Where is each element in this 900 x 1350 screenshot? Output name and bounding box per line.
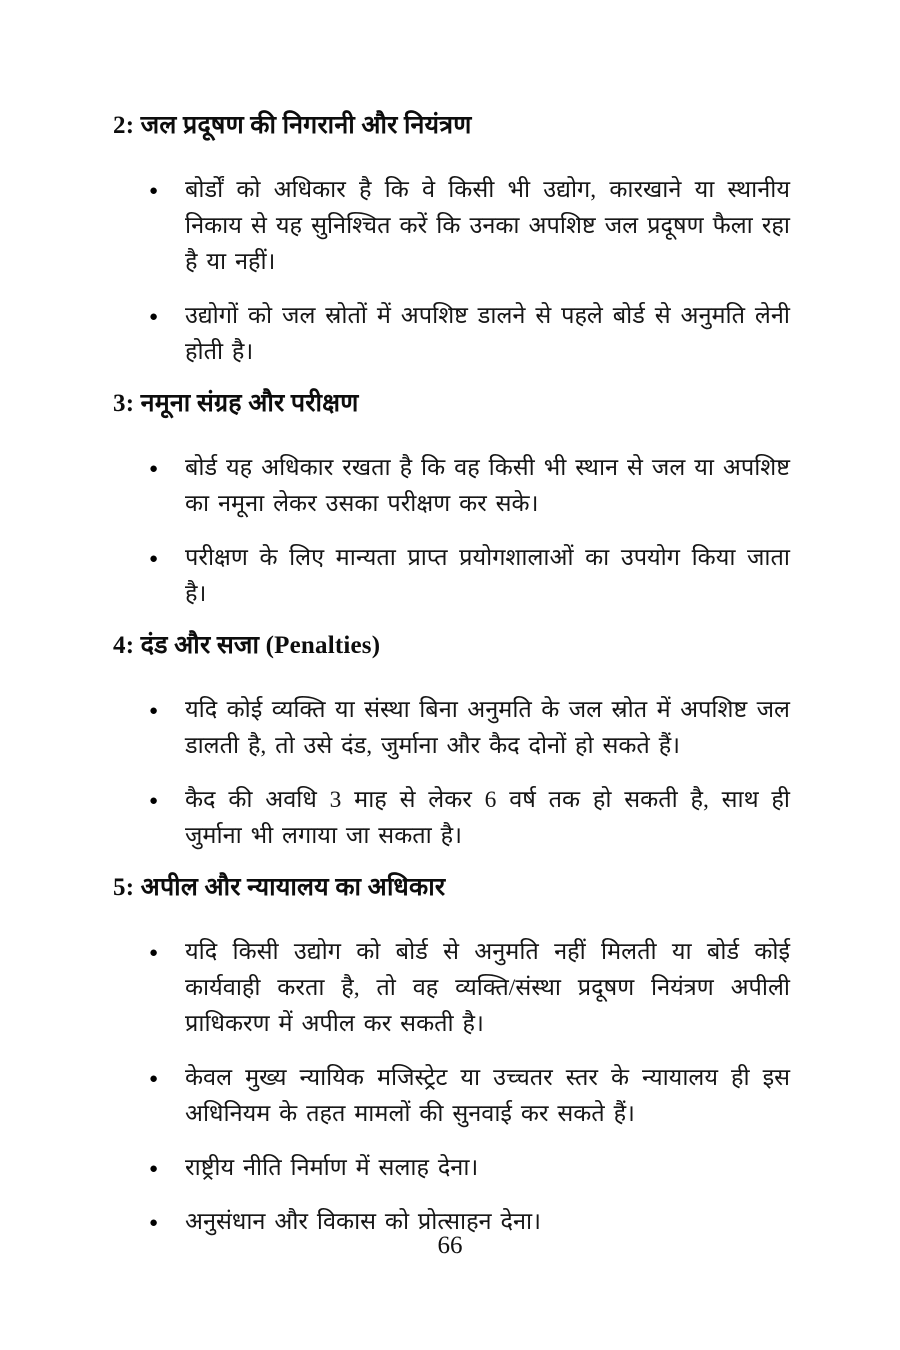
bullet-icon: ● xyxy=(149,461,159,477)
section-sample-collection-testing xyxy=(113,388,790,612)
section-heading: 3: नमूना संग्रह और परीक्षण xyxy=(113,390,359,417)
bullet-icon: ● xyxy=(149,309,159,325)
list-item xyxy=(113,782,790,854)
bullet-list xyxy=(113,934,790,1240)
bullet-list xyxy=(113,450,790,612)
list-item xyxy=(113,1060,790,1132)
section-appeal-court-rights xyxy=(113,872,790,1240)
bullet-icon: ● xyxy=(149,183,159,199)
page-number: 66 xyxy=(437,1232,463,1259)
list-item xyxy=(113,540,790,612)
bullet-text: बोर्डों को अधिकार है कि वे किसी भी उद्योग, कारखाने या स्थानीय निकाय से यह सुनिश्चित करें कि उनका अपशिष्ट जल प्रदूषण फैला रहा है या नहीं। xyxy=(185,177,790,275)
bullet-text: परीक्षण के लिए मान्यता प्राप्त प्रयोगशालाओं का उपयोग किया जाता है। xyxy=(185,545,790,607)
list-item xyxy=(113,172,790,280)
list-item xyxy=(113,1150,790,1186)
bullet-text: उद्योगों को जल स्रोतों में अपशिष्ट डालने से पहले बोर्ड से अनुमति लेनी होती है। xyxy=(185,303,790,365)
bullet-list xyxy=(113,692,790,854)
list-item xyxy=(113,692,790,764)
list-item xyxy=(113,298,790,370)
bullet-text: यदि कोई व्यक्ति या संस्था बिना अनुमति के जल स्रोत में अपशिष्ट जल डालती है, तो उसे दंड, जुर्माना और कैद दोनों हो सकते हैं। xyxy=(185,697,790,759)
bullet-text: केवल मुख्य न्यायिक मजिस्ट्रेट या उच्चतर स्तर के न्यायालय ही इस अधिनियम के तहत मामलों की सुनवाई कर सकते हैं। xyxy=(185,1065,790,1127)
section-heading: 5: अपील और न्यायालय का अधिकार xyxy=(113,874,446,901)
bullet-icon: ● xyxy=(149,793,159,809)
bullet-list xyxy=(113,172,790,370)
bullet-icon: ● xyxy=(149,945,159,961)
section-water-pollution-monitoring xyxy=(113,110,790,370)
section-penalties xyxy=(113,630,790,854)
section-heading: 4: दंड और सजा (Penalties) xyxy=(113,632,381,659)
bullet-text: कैद की अवधि 3 माह से लेकर 6 वर्ष तक हो सकती है, साथ ही जुर्माना भी लगाया जा सकता है। xyxy=(185,787,790,849)
bullet-icon: ● xyxy=(149,1215,159,1231)
bullet-icon: ● xyxy=(149,703,159,719)
list-item xyxy=(113,450,790,522)
list-item xyxy=(113,934,790,1042)
bullet-text: राष्ट्रीय नीति निर्माण में सलाह देना। xyxy=(185,1155,479,1181)
bullet-text: बोर्ड यह अधिकार रखता है कि वह किसी भी स्थान से जल या अपशिष्ट का नमूना लेकर उसका परीक्षण कर सके। xyxy=(185,455,790,517)
bullet-icon: ● xyxy=(149,1071,159,1087)
bullet-text: अनुसंधान और विकास को प्रोत्साहन देना। xyxy=(185,1209,541,1235)
bullet-icon: ● xyxy=(149,1161,159,1177)
section-heading: 2: जल प्रदूषण की निगरानी और नियंत्रण xyxy=(113,112,472,139)
bullet-icon: ● xyxy=(149,551,159,567)
bullet-text: यदि किसी उद्योग को बोर्ड से अनुमति नहीं मिलती या बोर्ड कोई कार्यवाही करता है, तो वह व्यक्ति/संस्था प्रदूषण नियंत्रण अपीली प्राधिकरण में अपील कर सकती है। xyxy=(185,939,790,1037)
